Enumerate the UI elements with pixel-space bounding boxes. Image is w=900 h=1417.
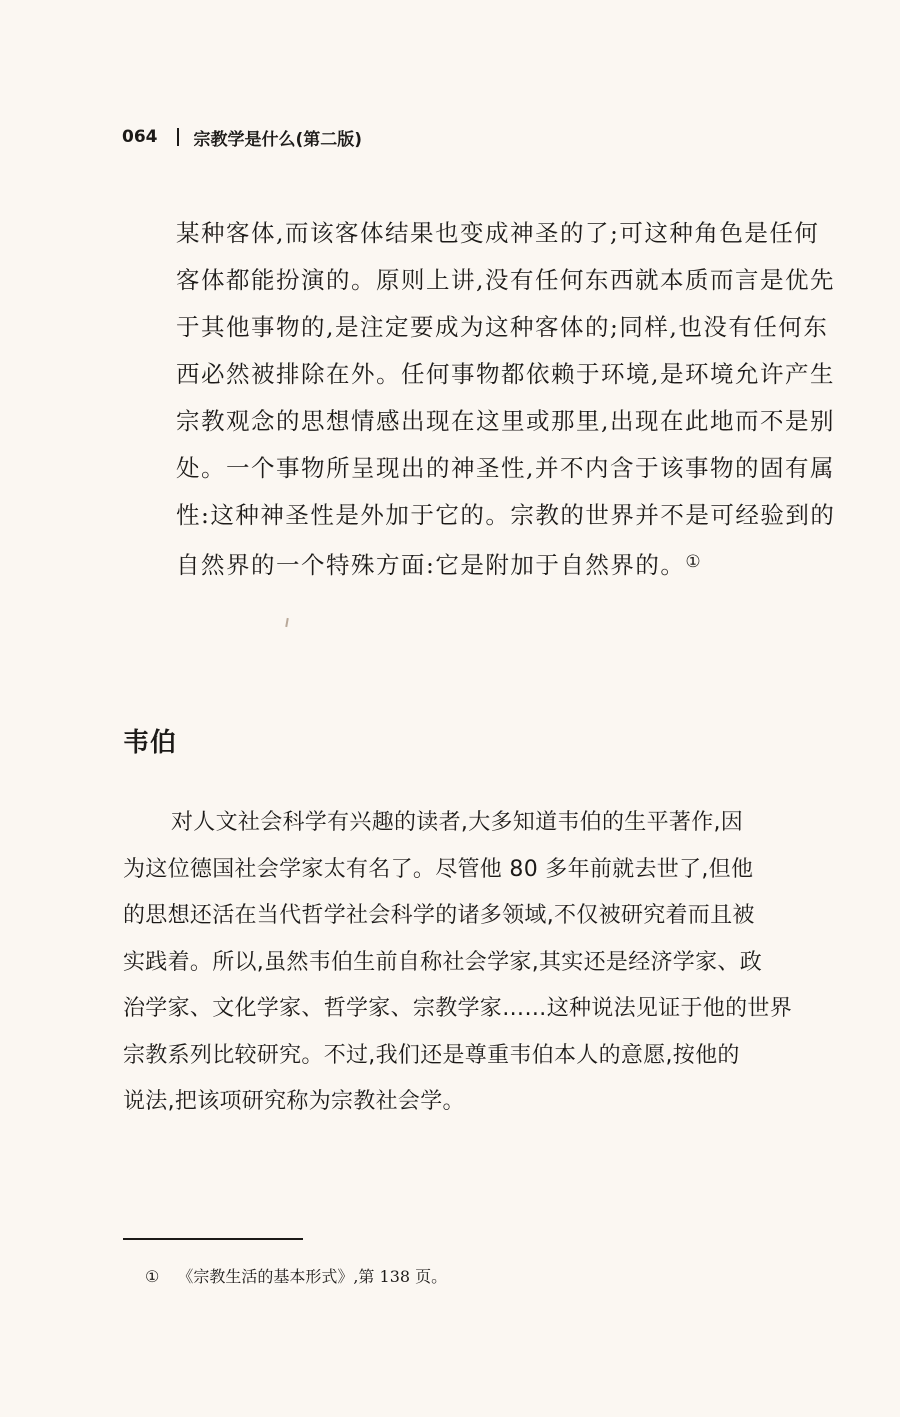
footnote-reference[interactable]: ① [685,552,701,572]
quote-line-text: 自然界的一个特殊方面:它是附加于自然界的。 [176,551,686,579]
body-line: 实践着。所以,虽然韦伯生前自称社会学家,其实还是经济学家、政 [123,949,762,975]
body-line: 说法,把该项研究称为宗教社会学。 [123,1089,465,1114]
footnote-text: 《宗教生活的基本形式》,第 138 页。 [177,1267,448,1286]
quote-line-last [176,539,842,586]
quote-line: 客体都能扮演的。原则上讲,没有任何东西就本质而言是优先 [176,266,835,294]
body-line: 的思想还活在当代哲学社会科学的诸多领域,不仅被研究着而且被 [123,903,755,928]
block-quote [176,210,842,586]
stray-ink-mark [285,618,289,627]
body-line: 为这位德国社会学家太有名了。尽管他 80 多年前就去世了,但他 [123,856,754,882]
running-header [122,122,362,152]
body-paragraph [123,800,843,1126]
quote-line: 于其他事物的,是注定要成为这种客体的;同样,也没有任何东 [176,313,829,341]
quote-line: 某种客体,而该客体结果也变成神圣的了;可这种角色是任何 [176,219,820,247]
body-line: 对人文社会科学有兴趣的读者,大多知道韦伯的生平著作,因 [171,810,744,835]
header-divider [177,128,179,146]
quote-line: 处。一个事物所呈现出的神圣性,并不内含于该事物的固有属 [176,454,835,482]
quote-line: 宗教观念的思想情感出现在这里或那里,出现在此地而不是别 [176,407,835,435]
body-line: 宗教系列比较研究。不过,我们还是尊重韦伯本人的意愿,按他的 [123,1042,740,1068]
quote-line: 西必然被排除在外。任何事物都依赖于环境,是环境允许产生 [176,360,835,388]
body-line: 治学家、文化学家、哲学家、宗教学家……这种说法见证于他的世界 [123,996,793,1021]
section-heading: 韦伯 [123,728,178,758]
book-title: 宗教学是什么(第二版) [193,129,363,150]
footnote-rule [123,1238,303,1240]
footnote-marker: ① [145,1267,160,1286]
quote-line: 性:这种神圣性是外加于它的。宗教的世界并不是可经验到的 [176,501,836,529]
page-number: 064 [122,127,158,147]
footnote [145,1264,447,1287]
